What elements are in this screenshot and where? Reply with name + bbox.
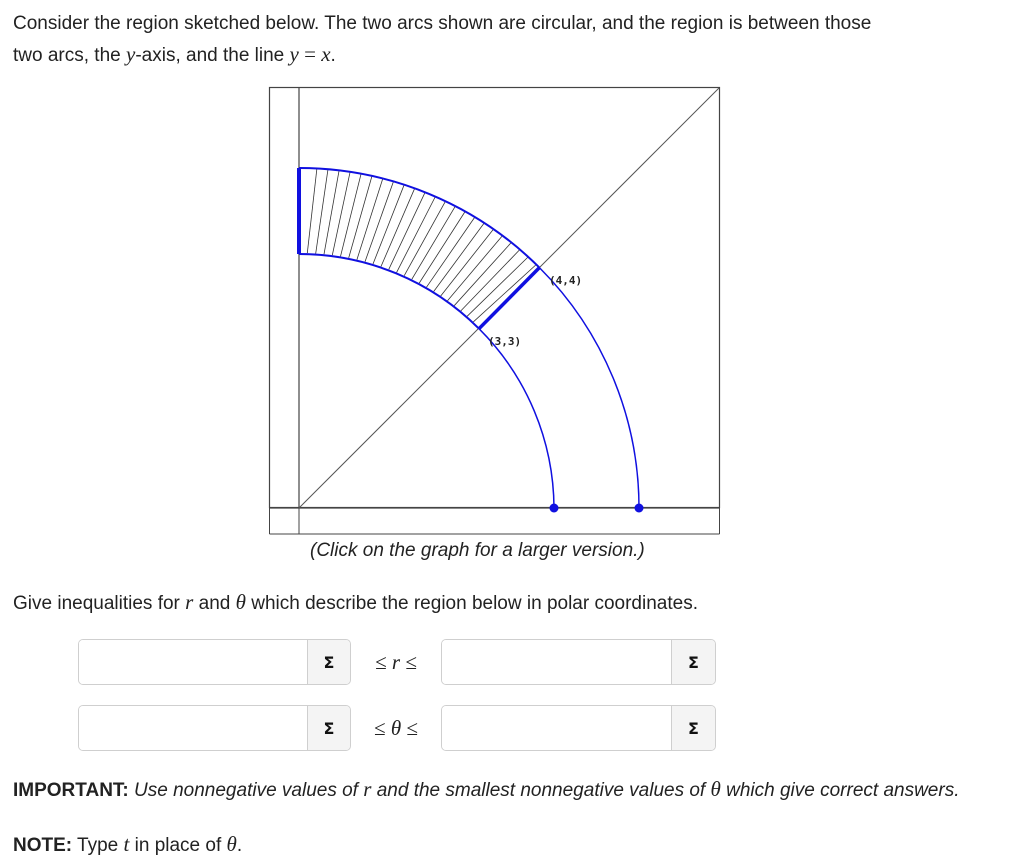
r-relation-leq-left: ≤ [375, 649, 392, 674]
intro-line2-mid: -axis, and the line [135, 45, 290, 66]
theta-lower-field [78, 705, 351, 751]
theta-upper-field [441, 705, 716, 751]
r-inequality-row [78, 639, 716, 685]
problem-statement [13, 8, 993, 71]
r-variable: r [185, 590, 194, 614]
label-point-4-4: (4,4) [549, 274, 583, 287]
theta-lower-input[interactable] [79, 706, 307, 750]
theta-inequality-row [78, 705, 716, 751]
question-mid: and [193, 593, 236, 614]
note-t-var: t [123, 832, 130, 856]
theta-relation-leq-right: ≤ [401, 715, 418, 740]
r-lower-input[interactable] [79, 640, 307, 684]
graph-caption: (Click on the graph for a larger version.) [310, 540, 645, 561]
y-variable: y [126, 42, 136, 66]
question-text [13, 590, 698, 615]
region-graph[interactable] [268, 86, 722, 540]
note-text3: . [236, 835, 243, 856]
r-lower-field [78, 639, 351, 685]
important-text3: which give correct answers. [720, 780, 960, 801]
outer-arc-endpoint [635, 504, 644, 513]
intro-line2-end: . [330, 45, 336, 66]
theta-lower-sigma-icon[interactable]: Σ [307, 706, 350, 750]
r-lower-sigma-icon[interactable]: Σ [307, 640, 350, 684]
theta-relation [351, 716, 441, 741]
theta-upper-input[interactable] [442, 706, 670, 750]
important-theta-var: θ [710, 777, 721, 801]
theta-variable: θ [235, 590, 246, 614]
theta-upper-sigma-icon[interactable]: Σ [671, 706, 715, 750]
label-point-3-3: (3,3) [488, 335, 522, 348]
important-text1: Use nonnegative values of [128, 780, 364, 801]
important-r-var: r [363, 777, 372, 801]
r-upper-sigma-icon[interactable]: Σ [671, 640, 715, 684]
important-note [13, 774, 998, 806]
intro-line1: Consider the region sketched below. The two arcs shown are circular, and the region is between those [13, 13, 872, 34]
equation-sign: = [298, 42, 322, 66]
intro-line2-before: two arcs, the [13, 45, 126, 66]
r-relation [351, 650, 441, 675]
r-upper-input[interactable] [442, 640, 670, 684]
theta-relation-leq-left: ≤ [374, 715, 391, 740]
note-text [13, 832, 242, 857]
region-graph-svg[interactable] [268, 86, 722, 540]
note-text1: Type [72, 835, 124, 856]
inner-arc-endpoint [550, 504, 559, 513]
r-relation-leq-right: ≤ [400, 649, 417, 674]
note-text2: in place of [129, 835, 227, 856]
r-relation-var: r [391, 649, 401, 674]
question-before: Give inequalities for [13, 593, 186, 614]
theta-relation-var: θ [390, 715, 402, 740]
r-upper-field [441, 639, 716, 685]
graph-frame [270, 88, 720, 508]
important-text2: and the smallest nonnegative values of [371, 780, 711, 801]
question-after: which describe the region below in polar coordinates. [245, 593, 698, 614]
note-theta-var: θ [226, 832, 237, 856]
equation-lhs: y [289, 42, 299, 66]
note-label: NOTE: [13, 835, 73, 856]
important-label: IMPORTANT: [13, 780, 129, 801]
equation-rhs: x [321, 42, 331, 66]
